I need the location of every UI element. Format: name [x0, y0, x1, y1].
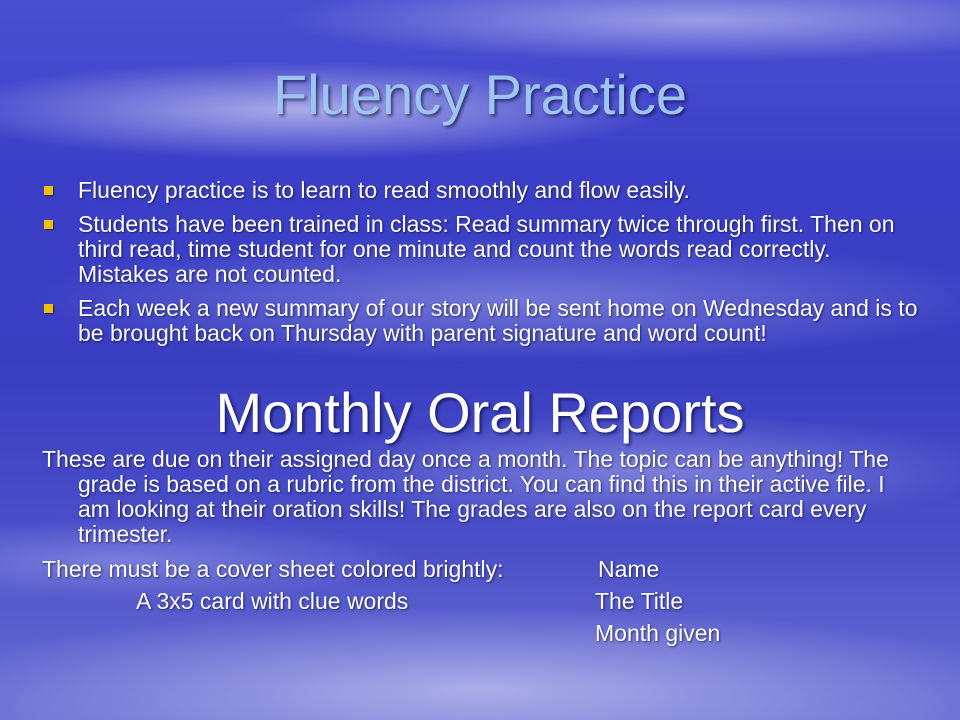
bullet-item [42, 296, 922, 346]
item-name: Name [598, 556, 660, 582]
square-bullet-icon [44, 304, 53, 313]
bullet-text: Fluency practice is to learn to read smoothly and flow easily. [78, 177, 690, 203]
square-bullet-icon [44, 220, 53, 229]
bullet-text: Each week a new summary of our story will be sent home on Wednesday and is to be brought back on Thursday with parent signature and word count! [78, 295, 918, 346]
square-bullet-icon [44, 186, 53, 195]
item-card: A 3x5 card with clue words [136, 588, 409, 614]
item-title: The Title [595, 588, 684, 614]
cover-sheet-line: There must be a cover sheet colored brightly: [42, 556, 504, 582]
item-month: Month given [595, 620, 721, 646]
bullet-item [42, 212, 922, 287]
bullet-list [42, 178, 922, 355]
section-title: Monthly Oral Reports [215, 381, 745, 444]
slide-title: Fluency Practice [273, 63, 687, 126]
reports-paragraph: These are due on their assigned day once a month. The topic can be anything! The grade is based on a rubric from the district. You can find this in their active file. I am looking at their oration skills! The grades are also on the report card every trimester. [42, 446, 889, 547]
bullet-item [42, 178, 922, 203]
bullet-text: Students have been trained in class: Read summary twice through first. Then on third read, time student for one minute and count the words read correctly. Mistakes are not counted. [78, 211, 895, 287]
